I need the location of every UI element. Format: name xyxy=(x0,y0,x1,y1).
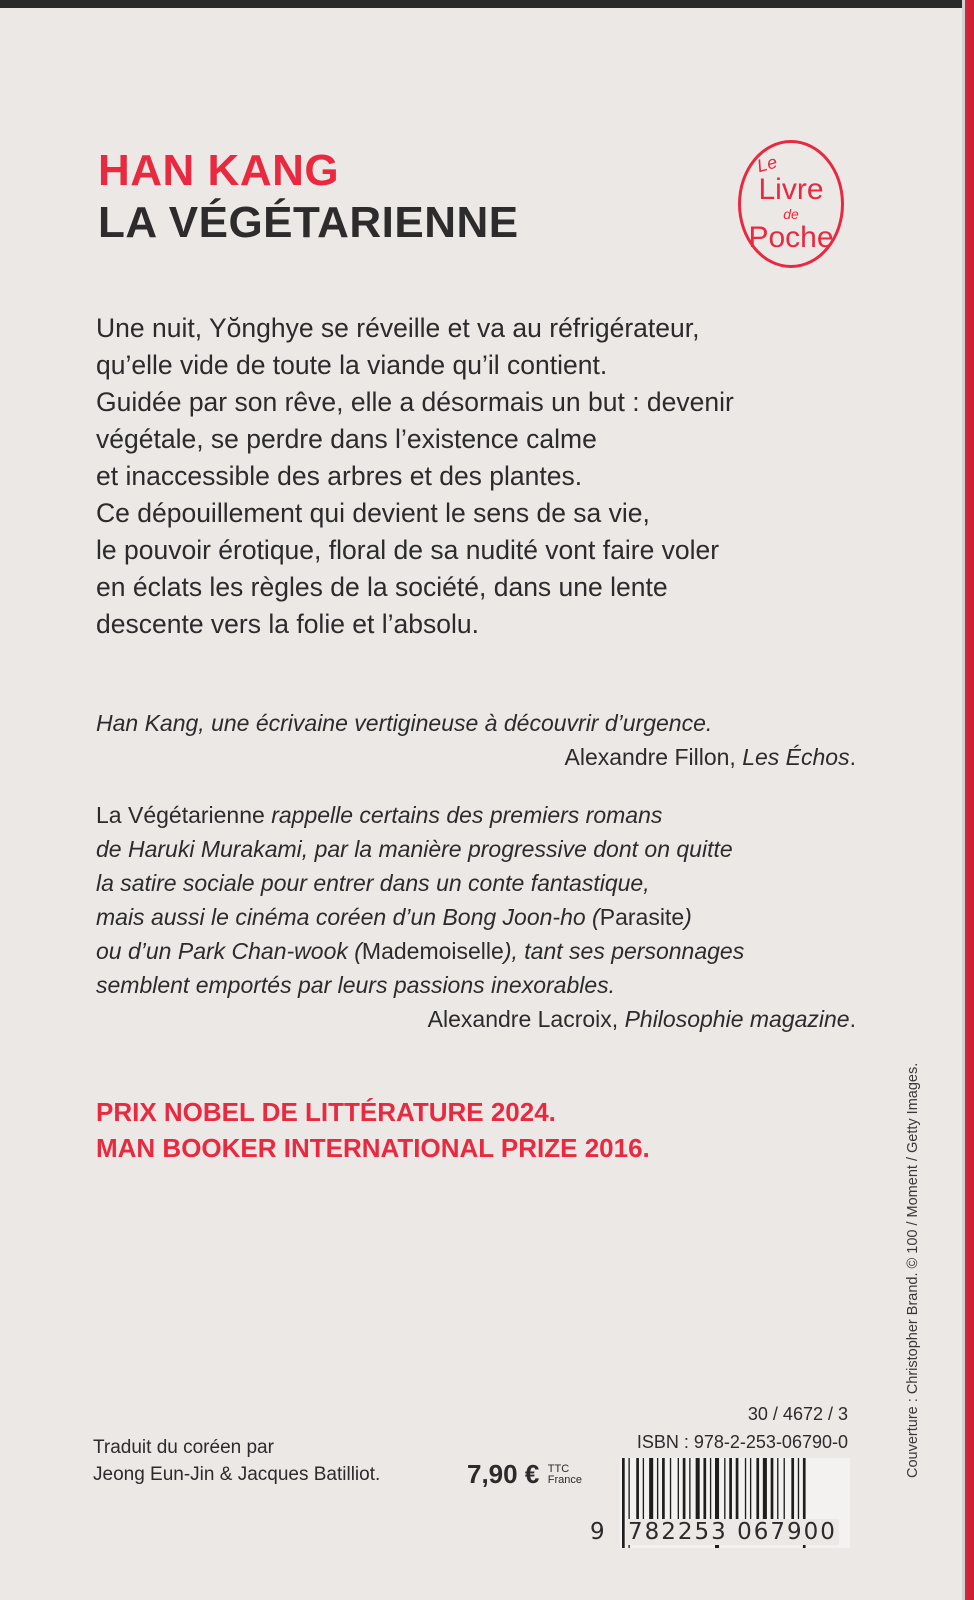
barcode-digits: 782253 067900 xyxy=(628,1519,837,1545)
quote-source: Les Échos xyxy=(742,744,850,770)
barcode-bar xyxy=(643,1458,644,1520)
cover-credit: Couverture : Christopher Brand. © 100 / Moment / Getty Images. xyxy=(905,1062,921,1478)
price-ttc: TTC xyxy=(547,1462,570,1475)
barcode-bar xyxy=(662,1458,665,1520)
synopsis-line: descente vers la folie et l’absolu. xyxy=(96,609,479,639)
prize-line: MAN BOOKER INTERNATIONAL PRIZE 2016. xyxy=(96,1133,650,1163)
synopsis-line: Ce dépouillement qui devient le sens de sa vie, xyxy=(96,498,650,528)
barcode-bar xyxy=(798,1458,799,1520)
quote-part: Parasite xyxy=(599,904,685,930)
barcode-bar xyxy=(745,1458,746,1520)
barcode-bar xyxy=(791,1458,794,1520)
quote-line xyxy=(96,934,856,968)
logo-livre: Livre xyxy=(758,173,824,206)
quote-line: la satire sociale pour entrer dans un conte fantastique, xyxy=(96,870,650,896)
barcode-bar xyxy=(756,1458,759,1520)
barcode-bar xyxy=(736,1458,739,1520)
logo-de: de xyxy=(783,206,799,222)
quote-part: ou d’un Park Chan-wook ( xyxy=(96,938,362,964)
prizes xyxy=(96,1094,650,1166)
barcode-bar xyxy=(784,1458,785,1520)
barcode-bar xyxy=(724,1458,725,1520)
isbn: ISBN : 978-2-253-06790-0 xyxy=(636,1432,848,1452)
quote-part: Mademoiselle xyxy=(361,938,504,964)
synopsis-line: en éclats les règles de la société, dans une lente xyxy=(96,572,668,602)
book-codes xyxy=(637,1400,848,1456)
translator-credit xyxy=(93,1434,380,1488)
quote-part: La Végétarienne xyxy=(96,802,265,828)
barcode-bar xyxy=(750,1458,751,1520)
quote-line: semblent emportés par leurs passions inexorables. xyxy=(96,972,616,998)
price-country: France xyxy=(547,1473,582,1486)
barcode-bar xyxy=(729,1458,732,1520)
top-edge xyxy=(0,0,974,8)
logo-poche: Poche xyxy=(748,221,834,254)
quote-line: de Haruki Murakami, par la manière progressive dont on quitte xyxy=(96,836,733,862)
price-amount: 7,90 € xyxy=(467,1459,540,1489)
spine-edge xyxy=(962,0,974,1600)
logo-le: Le xyxy=(754,151,780,177)
book-title: LA VÉGÉTARIENNE xyxy=(98,198,519,247)
press-quote-1 xyxy=(96,706,856,774)
synopsis-line: végétale, se perdre dans l’existence calme xyxy=(96,424,597,454)
quote-attribution xyxy=(96,740,856,774)
barcode-bar xyxy=(710,1458,711,1520)
barcode-bar xyxy=(670,1458,671,1520)
press-quote-2 xyxy=(96,798,856,1036)
barcode-bar xyxy=(777,1458,778,1520)
price xyxy=(467,1459,582,1490)
barcode-bar xyxy=(636,1458,639,1520)
barcode-bar xyxy=(622,1458,625,1548)
quote-text: Han Kang, une écrivaine vertigineuse à découvrir d’urgence. xyxy=(96,710,713,736)
barcode-bar xyxy=(689,1458,690,1520)
quote-source: Philosophie magazine xyxy=(624,1006,850,1032)
barcode-lead-digit: 9 xyxy=(590,1519,606,1545)
barcode-bar xyxy=(771,1458,774,1520)
quote-line xyxy=(96,900,856,934)
quote-part: ), tant ses personnages xyxy=(503,938,745,964)
quote-line xyxy=(96,798,856,832)
synopsis-line: Guidée par son rêve, elle a désormais un but : devenir xyxy=(96,387,734,417)
barcode-bar xyxy=(678,1458,679,1520)
barcode-bar xyxy=(763,1458,767,1520)
reference-code: 30 / 4672 / 3 xyxy=(747,1404,848,1424)
barcode-bar xyxy=(657,1458,658,1520)
quote-author: Alexandre Lacroix, xyxy=(427,1006,625,1032)
barcode-bar xyxy=(649,1458,653,1520)
synopsis-line: le pouvoir érotique, floral de sa nudité vont faire voler xyxy=(96,535,720,565)
quote-part: rappelle certains des premiers romans xyxy=(264,802,663,828)
quote-end: . xyxy=(849,744,856,770)
quote-part: ) xyxy=(684,904,692,930)
author-name: HAN KANG xyxy=(98,146,340,195)
barcode-bar xyxy=(683,1458,686,1520)
publisher-logo xyxy=(738,140,844,268)
synopsis xyxy=(96,310,876,643)
synopsis-line: et inaccessible des arbres et des plantes. xyxy=(96,461,583,491)
prize-line: PRIX NOBEL DE LITTÉRATURE 2024. xyxy=(96,1097,556,1127)
quote-part: mais aussi le cinéma coréen d’un Bong Joon-ho ( xyxy=(96,904,600,930)
quote-author: Alexandre Fillon, xyxy=(564,744,743,770)
translator-line: Jeong Eun-Jin & Jacques Batilliot. xyxy=(93,1464,381,1485)
translator-line: Traduit du coréen par xyxy=(93,1437,274,1458)
synopsis-line: qu’elle vide de toute la viande qu’il contient. xyxy=(96,350,608,380)
quote-attribution xyxy=(96,1002,856,1036)
barcode-bar xyxy=(703,1458,706,1520)
price-tax-note xyxy=(548,1464,582,1486)
quote-end: . xyxy=(849,1006,856,1032)
synopsis-line: Une nuit, Yŏnghye se réveille et va au réfrigérateur, xyxy=(96,313,700,343)
barcode-bar xyxy=(696,1458,700,1520)
